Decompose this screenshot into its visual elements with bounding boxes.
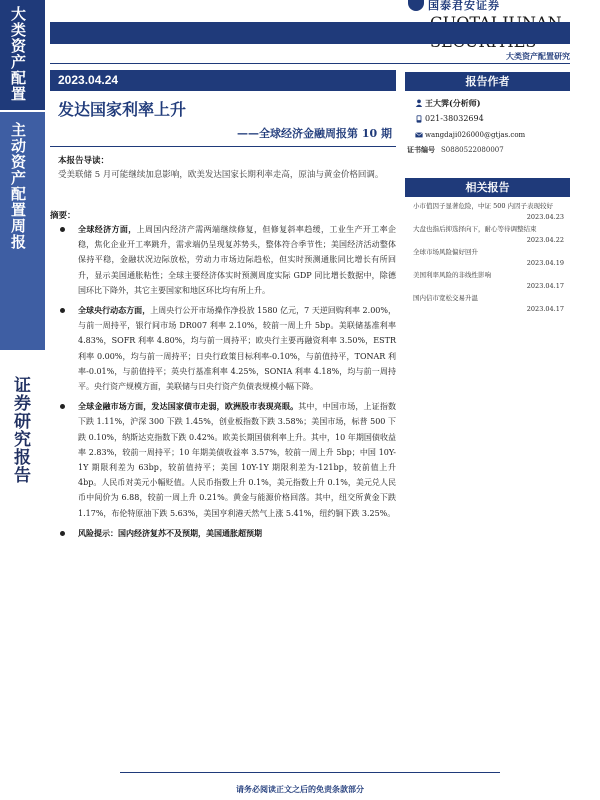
related-item[interactable]: [405, 199, 570, 222]
summary-item-markets: [58, 399, 396, 521]
author-cert-row: [405, 143, 570, 157]
author-email[interactable]: wangdaji026000@gtjas.com: [425, 131, 526, 139]
author-heading: 报告作者: [405, 72, 570, 91]
phone-icon: [415, 115, 423, 123]
summary-item-text: 上周国内经济产需两端继续修复，但修复斜率趋缓，工业生产开工率企稳，焦化企业开工率跳升，需求端仍呈现复苏势头，整体符合季节性；美国经济活动整体保持平稳，金融状况边际放松，劳动力市场边际趋松，但实时预测通胀同比增长有所回升，显示美国通胀粘性；全球主要经济体实时预测周度实际 GDP 同比增长数据中，除德国环比下降外，其它主要国家和地区环比均有所上升。: [78, 225, 397, 295]
related-panel: [405, 178, 570, 314]
summary-item-head: 全球经济方面，: [78, 224, 137, 234]
sidebar-label-asset-allocation: 大类资产配置: [9, 6, 27, 102]
header-bar: [50, 22, 570, 44]
related-item-date: 2023.04.19: [526, 259, 564, 267]
report-date: 2023.04.24: [58, 73, 119, 87]
related-item-date: 2023.04.17: [526, 305, 564, 313]
related-item[interactable]: [405, 245, 570, 268]
related-item-title[interactable]: 全球市场风险偏好回升: [413, 248, 478, 256]
summary-item-head: 全球金融市场方面，发达国家债市走弱，欧洲股市表现亮眼。: [78, 401, 299, 412]
summary-item-head: 风险提示：: [78, 527, 118, 538]
related-item-title[interactable]: 美国利率风险的非线性影响: [413, 271, 491, 279]
summary-item-text: 国内经济复苏不及预期，美国通胀超预期: [118, 527, 262, 538]
summary-heading: 摘要：: [50, 211, 76, 221]
related-item[interactable]: [405, 291, 570, 314]
related-item-title[interactable]: 国内信市宽松交易升温: [413, 294, 478, 302]
summary-item-head: 全球央行动态方面，: [78, 305, 151, 316]
related-item-date: 2023.04.23: [526, 213, 564, 221]
summary-item-economy: [58, 222, 396, 298]
footer-rule: [120, 772, 500, 773]
author-name-row: [405, 95, 570, 111]
person-icon: [415, 99, 423, 107]
report-title: 发达国家利率上升: [58, 100, 187, 119]
summary-item-text: 上周央行公开市场操作净投放 1580 亿元，7 天逆回购利率 2.00%，与前一周持平，银行间市场 DR007 利率 2.10%，较前一周上升 5bp。美联储基准利率 4.83%，SOFR 利率 4.80%，均与前一周持平；欧央行主要再融资利率 3.50%，ESTR 利率 0.00%，均与前一周持平；日央行政策目标利率-0.10%，与前值持平，TONAR 利率-0.01%，与前值持平；英央行基准利率 4.25%，SONIA 利率 4.18%，均与前一周持平。央行资产规模方面，美联储与日央行资产负债表规模小幅下降。: [78, 306, 396, 392]
report-date-bar: [50, 70, 396, 91]
related-item-date: 2023.04.22: [526, 236, 564, 244]
summary-item-central-banks: [58, 303, 396, 394]
report-category: 大类资产配置研究: [506, 51, 570, 61]
author-phone-row: [405, 111, 570, 127]
brand-name: 国泰君安证券: [428, 0, 500, 12]
left-sidebar: [0, 0, 45, 800]
sidebar-label-weekly: 主动资产配置周报: [9, 122, 27, 250]
author-panel: [405, 72, 570, 157]
report-subtitle: ——全球经济金融周报第 10 期: [237, 127, 392, 140]
summary-item-risk: [58, 526, 396, 541]
author-name: 王大霁(分析师): [425, 98, 481, 108]
author-phone: 021-38032694: [425, 114, 484, 123]
sidebar-label-research-report: 证券研究报告: [10, 376, 30, 484]
cert-label: 证书编号: [407, 145, 435, 154]
logo-mark-icon: [408, 0, 424, 11]
related-item-title[interactable]: 大盘也指后抑选择向下，耐心等待调整结束: [413, 225, 537, 233]
related-item-date: 2023.04.17: [526, 282, 564, 290]
related-item[interactable]: [405, 268, 570, 291]
related-heading: 相关报告: [405, 178, 570, 197]
summary-item-text: 其中，中国市场，上证指数下跌 1.11%，沪深 300 下跌 1.45%，创业板指数下跌 3.58%；美国市场，标普 500 下跌 0.10%，纳斯达克指数下跌 0.42%。欧美长期国债利率上升。其中，10 年期国债收益率 2.83%，较前一周持平；10 年期美债收益率 3.57%，较前一周上升 5bp；中国 10Y-1Y 期限利差为 63bp，较前值持平；美国 10Y-1Y 期限利差为-121bp，较前值上升 4bp。人民币对美元小幅贬值。人民币指数上升 0.1%，美元指数上升 0.1%，美元兑人民币中间价为 6.88，较前一周上升 0.21%。黄金与能源价格回落。其中，纽交所黄金下跌 1.17%，布伦特原油下跌 5.63%，美国亨利港天然气上涨 5.41%，纽约铜下跌 3.25%。: [78, 402, 397, 518]
author-email-row: [405, 127, 570, 143]
cert-number: S0880522080007: [441, 146, 504, 154]
footer-disclaimer: 请务必阅读正文之后的免责条款部分: [236, 784, 364, 794]
title-rule: [50, 146, 396, 147]
header-rule: [50, 63, 570, 64]
related-item[interactable]: [405, 222, 570, 245]
mail-icon: [415, 131, 423, 139]
brand-logo: [408, 0, 573, 12]
related-item-title[interactable]: 小市值因子显著危险，中证 500 内因子表现较好: [413, 202, 554, 210]
guide-heading: 本报告导读：: [58, 156, 110, 166]
guide-text: 受美联储 5 月可能继续加息影响，欧美发达国家长期利率走高，原油与黄金价格回调。: [58, 170, 384, 180]
summary-list: [58, 222, 396, 546]
